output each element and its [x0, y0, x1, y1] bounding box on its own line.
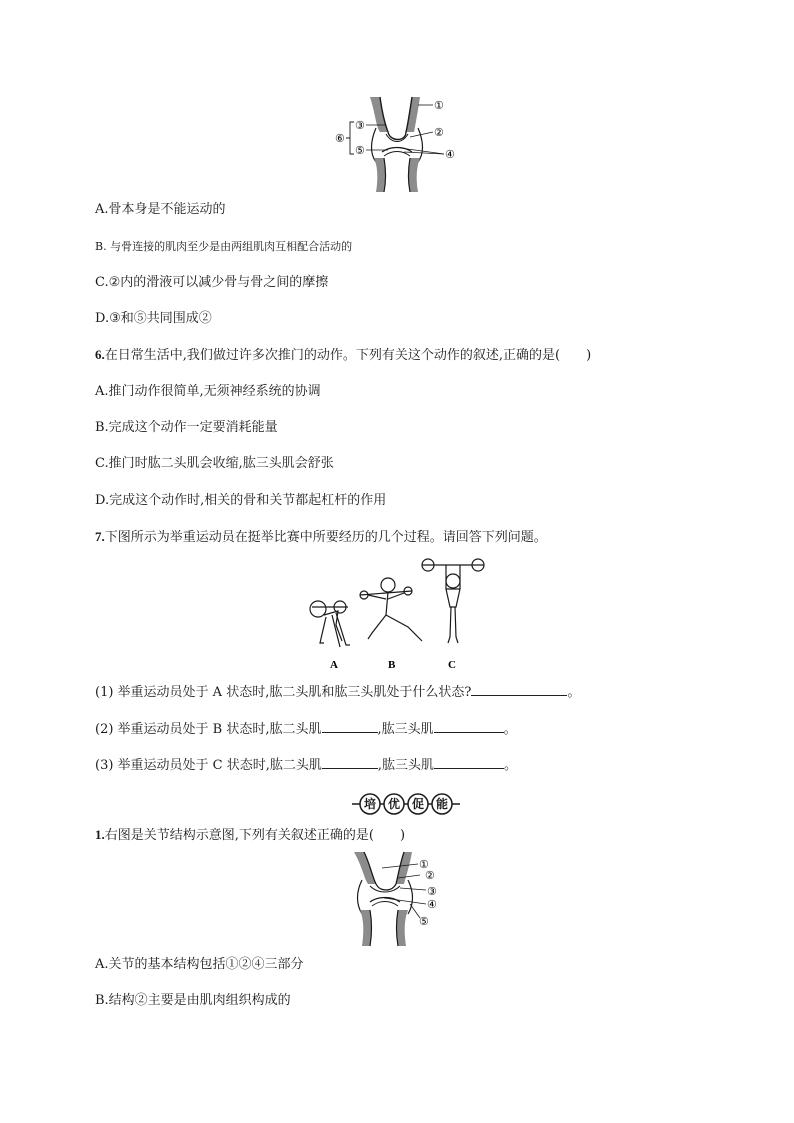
option-a: A.骨本身是不能运动的 [95, 202, 226, 217]
answer-blank[interactable] [434, 720, 504, 733]
p1-option-b: B.结构②主要是由肌肉组织构成的 [95, 993, 291, 1008]
p1-option-a: A.关节的基本结构包括①②④三部分 [95, 957, 304, 972]
label-5: ⑤ [355, 145, 365, 157]
label-2: ② [425, 870, 435, 882]
q6-option-c: C.推门时肱二头肌会收缩,肱三头肌会舒张 [95, 456, 334, 471]
label-c: C [448, 659, 456, 671]
label-1: ① [419, 859, 429, 871]
banner-char-1: 培 [363, 797, 377, 811]
label-3: ③ [355, 120, 365, 132]
label-3: ③ [427, 886, 437, 898]
option-b: B. 与骨连接的肌肉至少是由两组肌肉互相配合活动的 [95, 240, 353, 253]
q7-sub-2: (2) 举重运动员处于 B 状态时,肱二头肌 ,肱三头肌 。 [95, 722, 517, 737]
lifter-c-icon [422, 559, 484, 643]
lifter-b-icon [360, 578, 422, 641]
label-a: A [330, 659, 338, 671]
banner-char-3: 促 [411, 797, 425, 811]
label-b: B [388, 659, 396, 671]
label-2: ② [434, 127, 444, 139]
question-number: 1. [95, 827, 105, 842]
joint-diagram-bottom [340, 848, 450, 948]
section-banner [352, 793, 460, 815]
question-number: 7. [95, 529, 105, 544]
label-1: ① [434, 100, 444, 112]
answer-blank[interactable] [322, 756, 378, 769]
label-4: ④ [427, 899, 437, 911]
label-6: ⑥ [335, 133, 345, 145]
joint-diagram-top [330, 92, 470, 194]
question-number: 6. [95, 347, 105, 362]
weightlifting-figure [296, 555, 496, 673]
q7-sub-3: (3) 举重运动员处于 C 状态时,肱二头肌 ,肱三头肌 。 [95, 758, 518, 773]
answer-blank[interactable] [434, 756, 504, 769]
question-7-stem: 7.下图所示为举重运动员在挺举比赛中所要经历的几个过程。请回答下列问题。 [95, 529, 547, 545]
banner-char-4: 能 [435, 797, 449, 811]
banner-char-2: 优 [387, 797, 401, 811]
q6-option-b: B.完成这个动作一定要消耗能量 [95, 420, 278, 435]
q6-option-d: D.完成这个动作时,相关的骨和关节都起杠杆的作用 [95, 493, 387, 508]
label-4: ④ [445, 149, 455, 161]
question-6-stem: 6.在日常生活中,我们做过许多次推门的动作。下列有关这个动作的叙述,正确的是( ) [95, 347, 592, 363]
lifter-a-icon [310, 601, 350, 647]
q6-option-a: A.推门动作很简单,无须神经系统的协调 [95, 384, 321, 399]
label-5: ⑤ [419, 916, 429, 928]
option-d: D.③和⑤共同围成② [95, 311, 212, 326]
practice-1-stem: 1.右图是关节结构示意图,下列有关叙述正确的是( ) [95, 827, 406, 843]
q7-sub-1: (1) 举重运动员处于 A 状态时,肱二头肌和肱三头肌处于什么状态? 。 [95, 685, 581, 700]
option-c: C.②内的滑液可以减少骨与骨之间的摩擦 [95, 275, 329, 290]
answer-blank[interactable] [471, 683, 567, 696]
answer-blank[interactable] [322, 720, 378, 733]
